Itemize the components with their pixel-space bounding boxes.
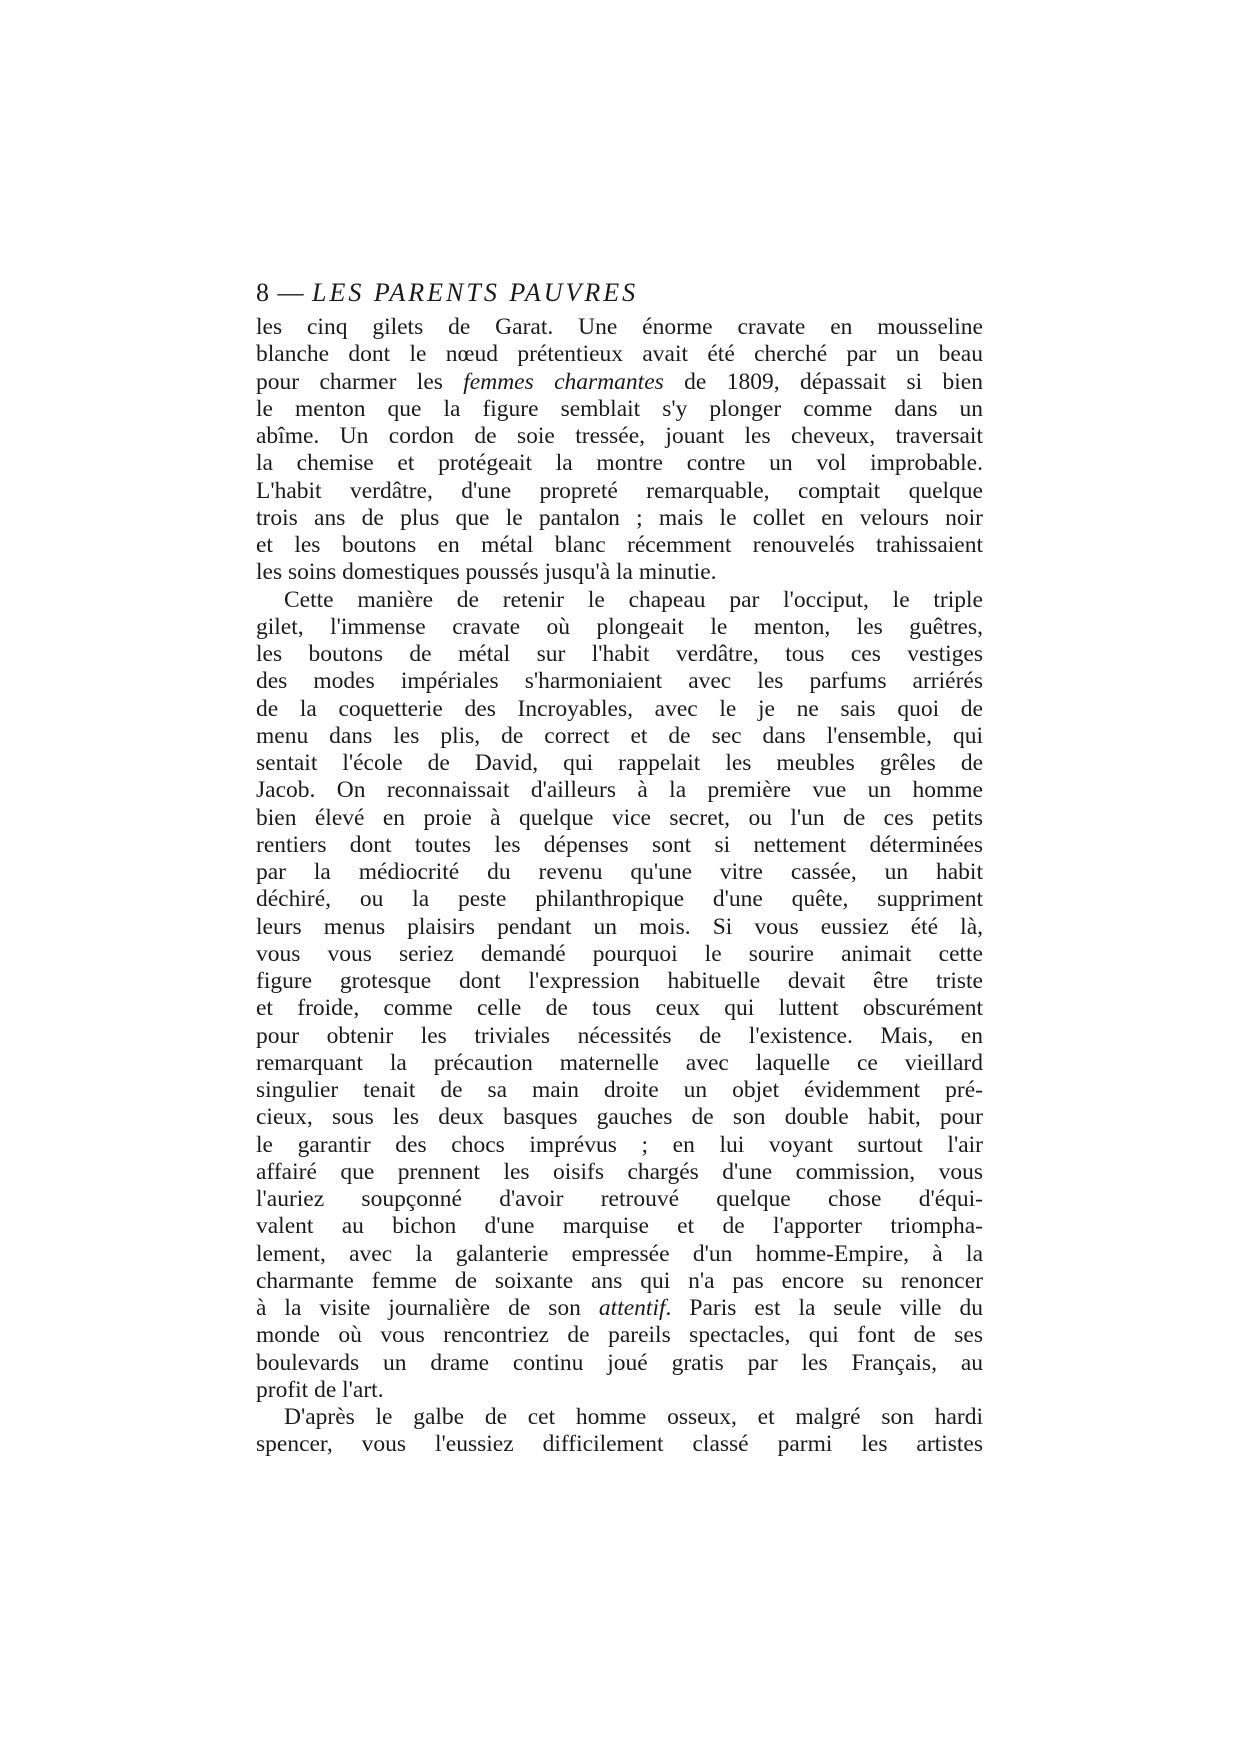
text-line: et les boutons en métal blanc récemment renouvelés trahissaient <box>256 532 983 558</box>
text-line: cieux, sous les deux basques gauches de son double habit, pour <box>256 1104 983 1131</box>
text-line: abîme. Un cordon de soie tressée, jouant les cheveux, traversait <box>256 423 983 449</box>
italic-phrase: attentif <box>598 1295 666 1321</box>
text-line: les boutons de métal sur l'habit verdâtre, tous ces vestiges <box>256 641 983 667</box>
running-head-separator: — <box>277 278 305 307</box>
text-line: par la médiocrité du revenu qu'une vitre cassée, un habit <box>256 859 983 885</box>
text-line: bien élevé en proie à quelque vice secret, ou l'un de ces petits <box>256 804 983 831</box>
page-number: 8 <box>256 278 270 307</box>
text-line: pour charmer les femmes charmantes de 1809, dépassait si bien <box>256 368 983 395</box>
running-head <box>256 276 983 310</box>
text-line: trois ans de plus que le pantalon ; mais le collet en velours noir <box>256 504 983 531</box>
text-line: gilet, l'immense cravate où plongeait le menton, les guêtres, <box>256 613 983 640</box>
text-line: profit de l'art. <box>256 1376 384 1403</box>
text-line: singulier tenait de sa main droite un objet évidemment pré- <box>256 1077 983 1103</box>
text-line: rentiers dont toutes les dépenses sont si nettement déterminées <box>256 831 983 858</box>
text-line: menu dans les plis, de correct et de sec dans l'ensemble, qui <box>256 722 983 749</box>
text-line: remarquant la précaution maternelle avec laquelle ce vieillard <box>256 1049 983 1076</box>
text-line: blanche dont le nœud prétentieux avait été cherché par un beau <box>256 341 983 368</box>
text-line: figure grotesque dont l'expression habituelle devait être triste <box>256 968 983 994</box>
book-title: LES PARENTS PAUVRES <box>312 278 639 307</box>
text-line: de la coquetterie des Incroyables, avec le je ne sais quoi de <box>256 695 983 722</box>
text-line: la chemise et protégeait la montre contre un vol improbable. <box>256 450 983 477</box>
text-line: affairé que prennent les oisifs chargés d'une commission, vous <box>256 1158 983 1185</box>
text-line: boulevards un drame continu joué gratis par les Français, au <box>256 1349 983 1376</box>
text-line: pour obtenir les triviales nécessités de l'existence. Mais, en <box>256 1022 983 1049</box>
text-line: les cinq gilets de Garat. Une énorme cravate en mousseline <box>256 314 983 340</box>
text-line: L'habit verdâtre, d'une propreté remarquable, comptait quelque <box>256 477 983 504</box>
text-line: à la visite journalière de son attentif. Paris est la seule ville du <box>256 1295 983 1321</box>
text-line: monde où vous rencontriez de pareils spectacles, qui font de ses <box>256 1322 983 1349</box>
text-line: Jacob. On reconnaissait d'ailleurs à la première vue un homme <box>256 777 983 804</box>
paragraph-1 <box>256 314 983 587</box>
text-line: les soins domestiques poussés jusqu'à la minutie. <box>256 559 717 586</box>
text-line: vous vous seriez demandé pourquoi le sourire animait cette <box>256 940 983 967</box>
text-line: lement, avec la galanterie empressée d'un homme-Empire, à la <box>256 1240 983 1267</box>
text-line: le garantir des chocs imprévus ; en lui voyant surtout l'air <box>256 1131 983 1158</box>
text-line: D'après le galbe de cet homme osseux, et malgré son hardi <box>284 1404 983 1430</box>
italic-phrase: femmes charmantes <box>463 368 664 395</box>
text-line: spencer, vous l'eussiez difficilement classé parmi les artistes <box>256 1431 983 1458</box>
book-page <box>256 276 983 1459</box>
text-line: des modes impériales s'harmoniaient avec les parfums arriérés <box>256 668 983 695</box>
text-line: charmante femme de soixante ans qui n'a pas encore su renoncer <box>256 1267 983 1294</box>
paragraph-2 <box>256 587 983 1405</box>
text-line: Cette manière de retenir le chapeau par l'occiput, le triple <box>284 586 983 613</box>
text-line: le menton que la figure semblait s'y plonger comme dans un <box>256 395 983 422</box>
text-line: leurs menus plaisirs pendant un mois. Si vous eussiez été là, <box>256 913 983 940</box>
text-line: et froide, comme celle de tous ceux qui luttent obscurément <box>256 995 983 1022</box>
paragraph-3 <box>256 1404 983 1459</box>
text-line: valent au bichon d'une marquise et de l'apporter triompha- <box>256 1213 983 1240</box>
text-line: déchiré, ou la peste philanthropique d'une quête, suppriment <box>256 886 983 913</box>
text-line: l'auriez soupçonné d'avoir retrouvé quelque chose d'équi- <box>256 1186 983 1212</box>
text-line: sentait l'école de David, qui rappelait les meubles grêles de <box>256 750 983 776</box>
